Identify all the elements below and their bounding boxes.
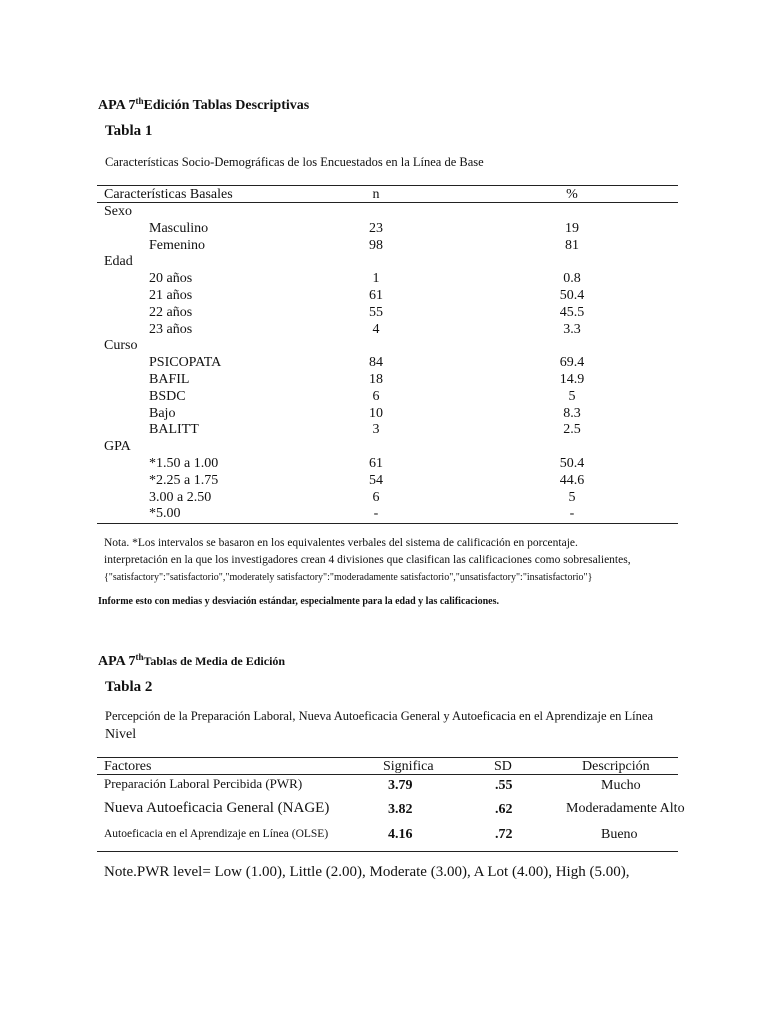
table-group-label: Curso: [104, 338, 138, 354]
table2-row2-desc: Moderadamente Alto: [566, 801, 685, 816]
table-cell-n: 23: [369, 220, 383, 236]
table-cell-pct: 50.4: [559, 288, 585, 303]
table-cell-pct: 81: [565, 237, 579, 253]
table-cell-n: 61: [369, 288, 383, 303]
table-cell-n: 4: [372, 321, 380, 337]
table1-note-line3: {"satisfactory":"satisfactorio","moderately satisfactory":"moderadamente satisfactorio","unsatisfactory":"insatisfactorio"}: [104, 572, 593, 583]
table-row-label: PSICOPATA: [149, 355, 222, 371]
table2-row2-sd: .62: [495, 802, 513, 817]
table-row-label: BALITT: [149, 422, 199, 438]
table-cell-pct: -: [569, 506, 575, 522]
table-row-label: BAFIL: [149, 372, 190, 387]
table2-header-sd: SD: [494, 759, 512, 774]
table-cell-n: 3: [372, 422, 380, 438]
table-cell-pct: 50.4: [559, 456, 585, 471]
table-row-label: Masculino: [149, 220, 209, 236]
table2-row2-mean: 3.82: [388, 802, 413, 817]
table1-label: Tabla 1: [105, 123, 153, 139]
table-cell-pct: 44.6: [559, 472, 585, 488]
table-row-label: BSDC: [149, 388, 186, 404]
table2-row1-factor: Preparación Laboral Percibida (PWR): [104, 776, 303, 791]
table2-caption-line1: Percepción de la Preparación Laboral, Nueva Autoeficacia General y Autoeficacia en el Aprendizaje en Línea: [105, 709, 653, 723]
section1-heading: APA 7thEdición Tablas Descriptivas: [98, 96, 310, 113]
section2-heading: APA 7thTablas de Media de Edición: [98, 652, 286, 669]
table-cell-n: 18: [369, 372, 383, 387]
table-group-label: Sexo: [104, 204, 132, 219]
report-instruction: Informe esto con medias y desviación estándar, especialmente para la edad y las calificaciones.: [98, 596, 499, 607]
table-row-label: 21 años: [149, 288, 193, 303]
table2-row3-desc: Bueno: [601, 827, 638, 842]
table2-row3-sd: .72: [495, 827, 513, 842]
table-row-label: 22 años: [149, 304, 193, 320]
table-row-label: Femenino: [149, 237, 205, 253]
table-cell-n: 1: [372, 271, 380, 287]
table-cell-pct: 5: [568, 489, 576, 505]
table2-row1-mean: 3.79: [388, 778, 413, 793]
table-cell-pct: 14.9: [559, 372, 585, 387]
table2-row1-desc: Mucho: [601, 778, 641, 793]
table1-caption: Características Socio-Demográficas de los Encuestados en la Línea de Base: [105, 155, 484, 169]
table-cell-pct: 8.3: [563, 405, 581, 421]
table-row-label: 23 años: [149, 321, 193, 337]
table-cell-pct: 3.3: [563, 321, 581, 337]
table1-note-line2: interpretación en la que los investigadores crean 4 divisiones que clasifican las calificaciones como sobresalientes,: [104, 554, 631, 566]
table-cell-n: 61: [369, 456, 383, 471]
table-cell-n: 54: [369, 472, 383, 488]
table1-header-characteristic: Características Basales: [104, 187, 233, 202]
table-row-label: 20 años: [149, 271, 193, 287]
table-cell-n: 10: [369, 405, 383, 421]
table-row-label: *5.00: [149, 506, 181, 522]
table-cell-n: 6: [372, 388, 380, 404]
table2-bottom-rule: [97, 851, 678, 852]
table-cell-pct: 5: [568, 388, 576, 404]
table2-note: Note.PWR level= Low (1.00), Little (2.00), Moderate (3.00), A Lot (4.00), High (5.00),: [104, 864, 630, 880]
table2-row1-sd: .55: [495, 778, 513, 793]
table-row-label: *1.50 a 1.00: [149, 456, 219, 471]
table-cell-pct: 0.8: [563, 271, 581, 287]
table2-row3-factor: Autoeficacia en el Aprendizaje en Línea (OLSE): [104, 828, 329, 840]
table2-header-mean: Significa: [383, 759, 434, 774]
table1-header-pct: %: [566, 187, 578, 202]
table-cell-pct: 2.5: [563, 422, 581, 438]
table-cell-n: 84: [369, 355, 383, 371]
table-row-label: Bajo: [149, 405, 176, 421]
table-group-label: GPA: [104, 439, 131, 455]
table-row-label: *2.25 a 1.75: [149, 472, 219, 488]
table-cell-pct: 45.5: [559, 304, 585, 320]
table2-header-desc: Descripción: [582, 759, 650, 774]
table2-caption-line2: Nivel: [105, 727, 137, 742]
table2-label: Tabla 2: [105, 679, 153, 695]
table-cell-n: -: [373, 506, 379, 522]
table-cell-pct: 69.4: [559, 355, 585, 371]
table2-row2-factor: Nueva Autoeficacia General (NAGE): [104, 800, 330, 816]
table-row-label: 3.00 a 2.50: [149, 489, 212, 505]
table1-note-line1: Nota. *Los intervalos se basaron en los equivalentes verbales del sistema de calificación en porcentaje.: [104, 537, 578, 549]
table1-header-rule: [97, 202, 678, 203]
table-cell-pct: 19: [565, 220, 579, 236]
table2-header-factor: Factores: [104, 759, 152, 774]
table1-header-n: n: [372, 187, 380, 202]
table-cell-n: 6: [372, 489, 380, 505]
table2-row3-mean: 4.16: [388, 827, 413, 842]
table-group-label: Edad: [104, 254, 133, 270]
table1-bottom-rule: [97, 523, 678, 524]
table-cell-n: 55: [369, 304, 383, 320]
table-cell-n: 98: [369, 237, 383, 253]
